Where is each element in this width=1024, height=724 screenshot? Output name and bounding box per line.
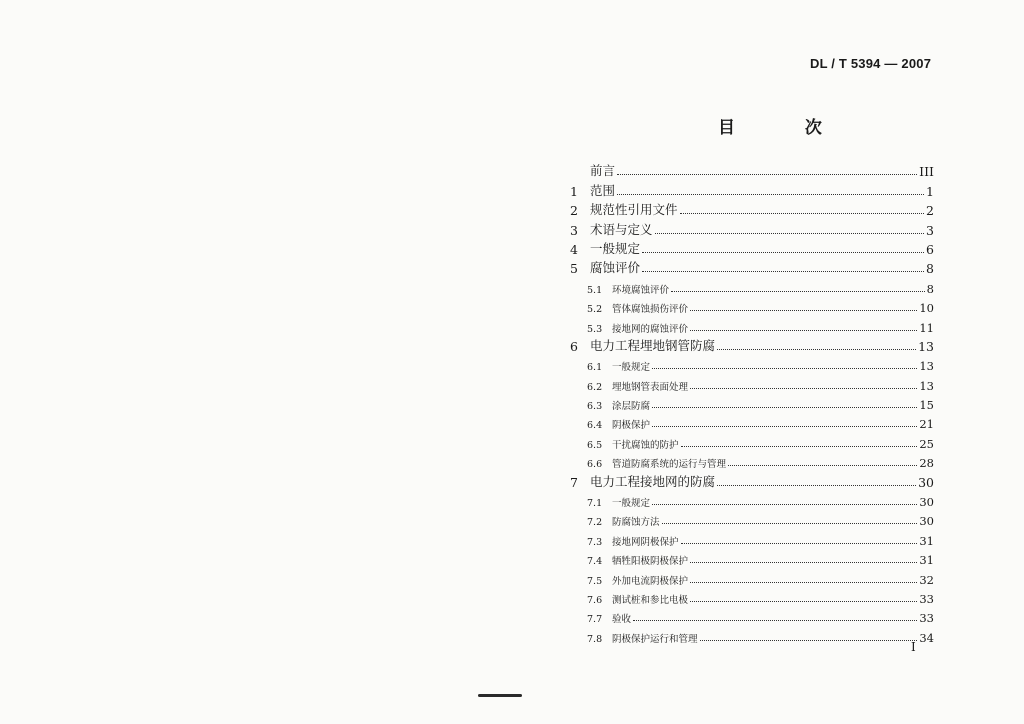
toc-dot-leader [680,213,925,214]
toc-entry-title: 管道防腐系统的运行与管理 [612,459,727,471]
toc-entry [570,296,934,315]
toc-entry-page: 8 [926,261,934,277]
toc-dot-leader [717,485,916,486]
toc-entry [570,276,934,295]
toc-entry [570,509,934,528]
toc-entry [570,354,934,373]
toc-entry-page: 8 [926,281,934,296]
toc-entry-page: 3 [926,222,934,238]
toc-entry-number: 7.6 [587,594,603,606]
toc-entry [570,587,934,606]
toc-entry-page: 33 [919,611,934,626]
toc-dot-leader [652,426,917,427]
toc-entry-title: 防腐蚀方法 [612,517,660,529]
toc-entry-title: 范围 [590,182,616,198]
toc-entry-page: 34 [919,630,934,645]
toc-dot-leader [681,543,918,544]
toc-entry [570,179,934,198]
toc-entry-page: 28 [919,456,934,471]
table-of-contents [570,160,934,645]
toc-entry-page: 10 [919,301,934,316]
toc-entry-number: 4 [570,241,578,257]
toc-dot-leader [690,330,917,331]
toc-entry-title: 干扰腐蚀的防护 [612,439,679,451]
toc-entry-page: III [919,164,934,180]
toc-dot-leader [652,504,917,505]
toc-entry-page: 13 [918,338,934,354]
toc-entry-number: 7.8 [587,633,603,645]
toc-dot-leader [690,388,917,389]
toc-entry-number: 7.7 [587,614,603,626]
toc-entry-title: 外加电流阴极保护 [612,575,689,587]
toc-entry [570,528,934,547]
toc-dot-leader [700,640,918,641]
toc-dot-leader [652,407,917,408]
toc-entry-number: 7.5 [587,575,603,587]
toc-entry-page: 33 [919,591,934,606]
toc-entry-page: 1 [926,183,934,199]
toc-dot-leader [652,368,917,369]
toc-entry-title: 涂层防腐 [612,401,651,413]
toc-entry [570,160,934,179]
toc-entry-title: 规范性引用文件 [590,202,678,218]
toc-entry-number: 7 [570,474,578,490]
toc-entry [570,257,934,276]
toc-entry-title: 一般规定 [612,498,651,510]
toc-dot-leader [633,620,917,621]
toc-entry [570,218,934,237]
toc-entry-page: 6 [926,241,934,257]
toc-entry-number: 5.1 [587,284,603,296]
toc-entry-page: 25 [919,436,934,451]
toc-entry-title: 电力工程接地网的防腐 [590,473,716,489]
toc-dot-leader [662,523,918,524]
toc-entry-number: 3 [570,222,578,238]
toc-entry [570,393,934,412]
toc-entry-number: 7.1 [587,498,603,510]
toc-entry-number: 6.3 [587,401,603,413]
toc-dot-leader [642,252,924,253]
toc-entry-number: 7.3 [587,536,603,548]
toc-entry-title: 管体腐蚀损伤评价 [612,304,689,316]
toc-dot-leader [728,465,917,466]
toc-entry-number: 2 [570,203,578,219]
toc-entry-page: 32 [919,572,934,587]
toc-entry-title: 埋地钢管表面处理 [612,381,689,393]
toc-entry-title: 测试桩和参比电极 [612,594,689,606]
toc-entry [570,412,934,431]
toc-dot-leader [690,310,917,311]
toc-entry [570,373,934,392]
toc-entry-number: 5.2 [587,304,603,316]
toc-entry-number: 7.2 [587,517,603,529]
toc-entry [570,431,934,450]
toc-entry-page: 13 [919,359,934,374]
toc-entry-title: 接地网的腐蚀评价 [612,323,689,335]
toc-entry [570,238,934,257]
toc-entry-page: 31 [919,553,934,568]
toc-dot-leader [655,233,925,234]
toc-entry [570,606,934,625]
toc-entry [570,199,934,218]
toc-entry [570,315,934,334]
toc-entry [570,548,934,567]
toc-entry-number: 6.2 [587,381,603,393]
toc-entry-number: 6.1 [587,362,603,374]
toc-entry-title: 接地网阴极保护 [612,536,679,548]
toc-entry-title: 腐蚀评价 [590,260,641,276]
toc-entry-title: 牺牲阳极阴极保护 [612,556,689,568]
toc-entry-title: 前言 [590,163,616,179]
toc-entry-number: 5.3 [587,323,603,335]
toc-dot-leader [671,291,925,292]
toc-entry-title: 阴极保护运行和管理 [612,633,698,645]
toc-entry-number: 5 [570,261,578,277]
toc-entry-number: 1 [570,183,578,199]
toc-dot-leader [690,582,917,583]
toc-entry-title: 验收 [612,614,632,626]
toc-entry-page: 30 [919,514,934,529]
toc-entry-page: 30 [918,474,934,490]
toc-entry-title: 阴极保护 [612,420,651,432]
toc-entry [570,567,934,586]
toc-entry-page: 13 [919,378,934,393]
toc-entry-page: 15 [919,398,934,413]
toc-entry [570,451,934,470]
toc-entry-number: 6.5 [587,439,603,451]
toc-entry-title: 电力工程埋地钢管防腐 [590,337,716,353]
toc-entry-title: 一般规定 [612,362,651,374]
toc-entry [570,625,934,644]
toc-dot-leader [617,174,917,175]
toc-entry [570,490,934,509]
toc-entry-page: 11 [919,320,934,335]
toc-entry-number: 6 [570,338,578,354]
toc-entry-number: 6.6 [587,459,603,471]
toc-entry-page: 31 [919,533,934,548]
toc-dot-leader [717,349,916,350]
toc-entry-page: 21 [919,417,934,432]
toc-entry [570,470,934,489]
toc-entry-page: 30 [919,495,934,510]
toc-dot-leader [642,271,924,272]
document-code: DL / T 5394 — 2007 [810,56,932,71]
toc-entry-title: 术语与定义 [590,221,653,237]
toc-dot-leader [681,446,918,447]
toc-entry-title: 环境腐蚀评价 [612,284,670,296]
toc-title: 目 次 [718,118,854,138]
scan-artifact-mark [478,694,522,697]
toc-dot-leader [690,601,917,602]
toc-entry [570,335,934,354]
toc-entry-number: 6.4 [587,420,603,432]
toc-dot-leader [690,562,917,563]
toc-dot-leader [617,194,924,195]
toc-entry-number: 7.4 [587,556,603,568]
toc-entry-title: 一般规定 [590,240,641,256]
page-folio: I [911,640,916,654]
toc-entry-page: 2 [926,203,934,219]
